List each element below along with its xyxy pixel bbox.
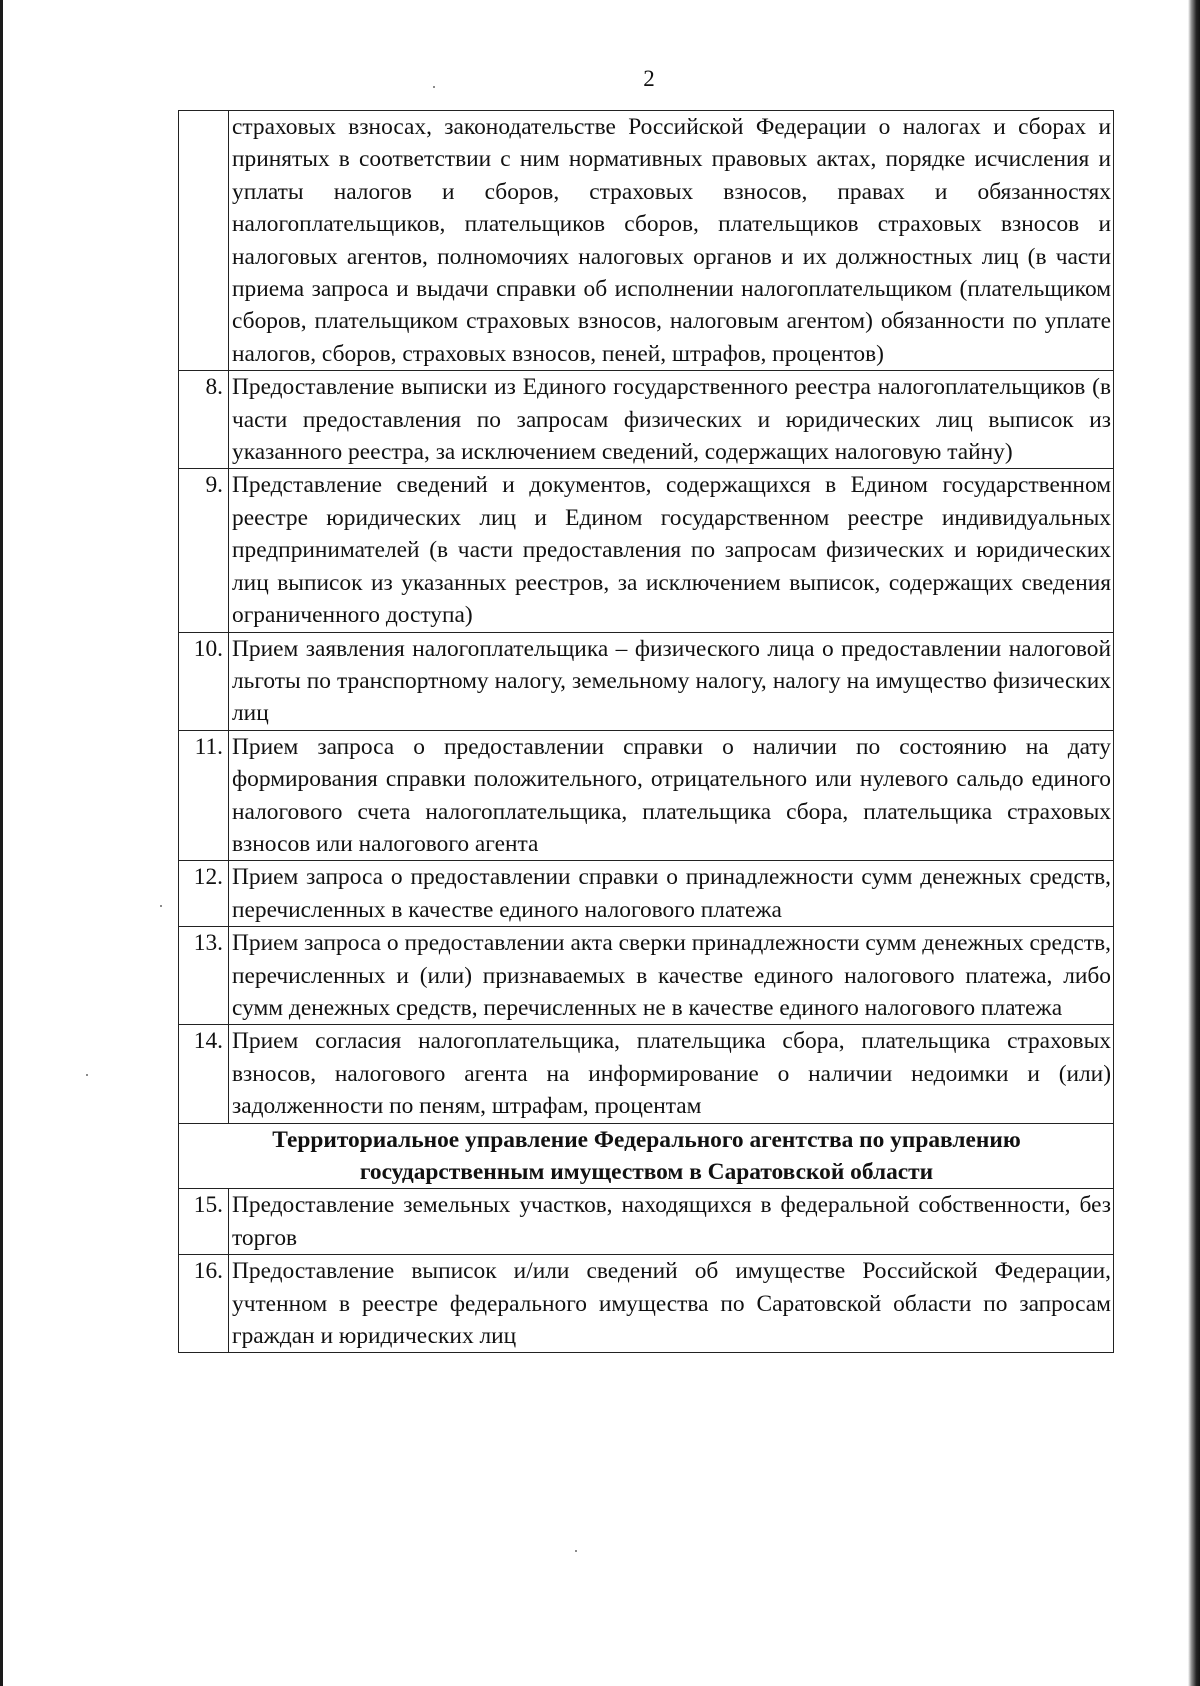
page-number: 2 [643, 66, 655, 91]
scan-speck [86, 1074, 88, 1076]
row-text: страховых взносах, законодательстве Российской Федерации о налогах и сборах и принятых в соответствии с ним нормативных правовых актах, порядке исчисления и уплаты налогов и сборов, страховых взносов, правах и обязанностях налогоплательщиков, плательщиков сборов, плательщиков страховых взносов и налоговых агентов, полномочиях налоговых органов и их должностных лиц (в части приема запроса и выдачи справки об исполнении налогоплательщиком (плательщиком сборов, плательщиком страховых взносов, налоговым агентом) обязанности по уплате налогов, сборов, страховых взносов, пеней, штрафов, процентов) [229, 111, 1114, 371]
row-text: Прием запроса о предоставлении справки о наличии по состоянию на дату формирования справки положительного, отрицательного или нулевого сальдо единого налогового счета налогоплательщика, плательщика сбора, плательщика страховых взносов или налогового агента [229, 730, 1114, 861]
row-text: Прием запроса о предоставлении справки о принадлежности сумм денежных средств, перечисленных в качестве единого налогового платежа [229, 861, 1114, 927]
section-title: Территориальное управление Федерального агентства по управлению государственным имуществом в Саратовской области [179, 1123, 1114, 1189]
row-text: Представление сведений и документов, содержащихся в Едином государственном реестре юридических лиц и Едином государственном реестре индивидуальных предпринимателей (в части предоставления по запросам физических и юридических лиц выписок из указанных реестров, за исключением выписок, содержащих сведения ограниченного доступа) [229, 469, 1114, 632]
row-number: 8. [179, 371, 229, 469]
table-row [179, 1025, 1114, 1123]
table-row [179, 927, 1114, 1025]
table-row [179, 1189, 1114, 1255]
table-row [179, 632, 1114, 730]
table-row [179, 861, 1114, 927]
row-text: Прием запроса о предоставлении акта сверки принадлежности сумм денежных средств, перечисленных и (или) признаваемых в качестве единого налогового платежа, либо сумм денежных средств, перечисленных не в качестве единого налогового платежа [229, 927, 1114, 1025]
row-text: Прием заявления налогоплательщика – физического лица о предоставлении налоговой льготы по транспортному налогу, земельному налогу, налогу на имущество физических лиц [229, 632, 1114, 730]
scan-speck [575, 1550, 577, 1552]
row-number: 13. [179, 927, 229, 1025]
row-text: Предоставление выписок и/или сведений об имуществе Российской Федерации, учтенном в реестре федерального имущества по Саратовской области по запросам граждан и юридических лиц [229, 1255, 1114, 1353]
row-text: Предоставление выписки из Единого государственного реестра налогоплательщиков (в части предоставления по запросам физических и юридических лиц выписок из указанного реестра, за исключением сведений, содержащих налоговую тайну) [229, 371, 1114, 469]
row-text: Предоставление земельных участков, находящихся в федеральной собственности, без торгов [229, 1189, 1114, 1255]
services-table [178, 110, 1114, 1353]
scan-left-edge [0, 0, 3, 1686]
scan-right-edge [1188, 0, 1200, 1686]
row-number [179, 111, 229, 371]
row-number: 16. [179, 1255, 229, 1353]
row-number: 15. [179, 1189, 229, 1255]
row-number: 12. [179, 861, 229, 927]
table-row [179, 111, 1114, 371]
table-row [179, 730, 1114, 861]
row-number: 10. [179, 632, 229, 730]
table-row [179, 469, 1114, 632]
table-row [179, 371, 1114, 469]
row-text: Прием согласия налогоплательщика, плательщика сбора, плательщика страховых взносов, налогового агента на информирование о наличии недоимки и (или) задолженности по пеням, штрафам, процентам [229, 1025, 1114, 1123]
section-header-row [179, 1123, 1114, 1189]
table-row [179, 1255, 1114, 1353]
row-number: 14. [179, 1025, 229, 1123]
scan-speck [433, 86, 435, 88]
row-number: 11. [179, 730, 229, 861]
row-number: 9. [179, 469, 229, 632]
scan-speck [160, 905, 162, 907]
